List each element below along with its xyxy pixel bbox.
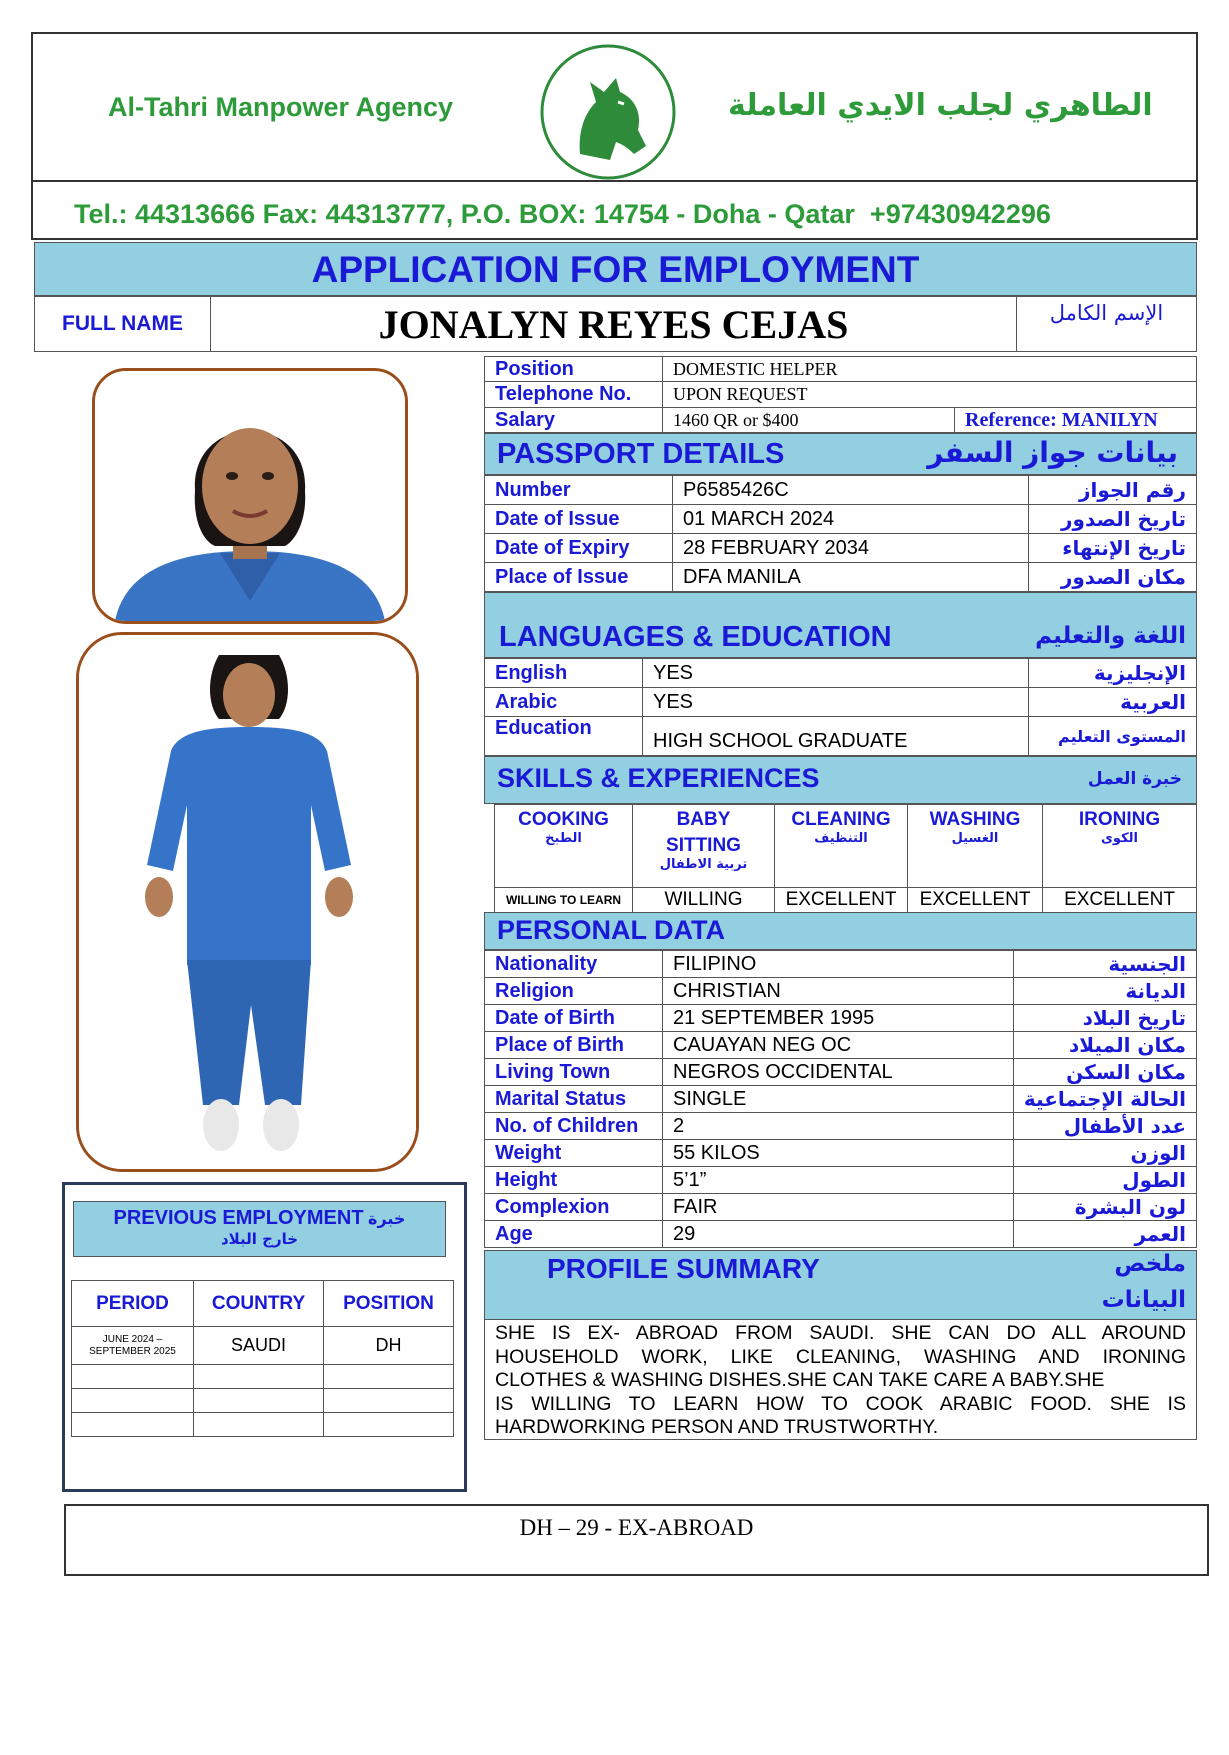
issue-date-value: 01 MARCH 2024 bbox=[673, 505, 1029, 534]
dob-value: 21 SEPTEMBER 1995 bbox=[663, 1005, 1014, 1032]
full-name-label: FULL NAME bbox=[35, 297, 211, 352]
expiry-date-value: 28 FEBRUARY 2034 bbox=[673, 534, 1029, 563]
name-row bbox=[34, 296, 1197, 352]
previous-employment-title-ar-2: خارج البلاد bbox=[220, 1230, 299, 1248]
passport-table bbox=[484, 475, 1197, 592]
education-ar: المستوى التعليم bbox=[1029, 717, 1197, 756]
issue-place-label: Place of Issue bbox=[485, 563, 673, 592]
country-cell: SAUDI bbox=[194, 1327, 324, 1365]
english-ar: الإنجليزية bbox=[1029, 659, 1197, 688]
skills-title: SKILLS & EXPERIENCES bbox=[497, 763, 820, 793]
weight-label: Weight bbox=[485, 1140, 663, 1167]
profile-header bbox=[484, 1250, 1197, 1320]
previous-employment-table bbox=[71, 1280, 454, 1437]
salary-value: 1460 QR or $400 bbox=[663, 408, 955, 433]
profile-summary bbox=[484, 1320, 1197, 1440]
profile-line-3: CLOTHES & WASHING DISHES.SHE CAN TAKE CARE A BABY.SHE bbox=[495, 1369, 1105, 1391]
empty-cell bbox=[324, 1389, 454, 1413]
empty-cell bbox=[72, 1365, 194, 1389]
issue-place-value: DFA MANILA bbox=[673, 563, 1029, 592]
english-label: English bbox=[485, 659, 643, 688]
skills-title-ar: خبرة العمل bbox=[1087, 769, 1182, 789]
education-value: HIGH SCHOOL GRADUATE bbox=[643, 717, 1029, 756]
cooking-level: WILLING TO LEARN bbox=[495, 888, 633, 913]
languages-header bbox=[484, 592, 1197, 658]
passport-header bbox=[484, 433, 1197, 475]
children-ar: عدد الأطفال bbox=[1013, 1113, 1196, 1140]
dob-label: Date of Birth bbox=[485, 1005, 663, 1032]
issue-date-ar: تاريخ الصدور bbox=[1029, 505, 1197, 534]
title-bar bbox=[34, 242, 1197, 296]
empty-cell bbox=[324, 1365, 454, 1389]
empty-cell bbox=[72, 1413, 194, 1437]
complexion-value: FAIR bbox=[663, 1194, 1014, 1221]
passport-title-ar: بيانات جواز السفر bbox=[927, 436, 1178, 469]
footer-code: DH – 29 - EX-ABROAD bbox=[519, 1515, 754, 1540]
marital-status-value: SINGLE bbox=[663, 1086, 1014, 1113]
page-title: APPLICATION FOR EMPLOYMENT bbox=[311, 249, 920, 290]
empty-cell bbox=[72, 1389, 194, 1413]
baby-sitting-level: WILLING bbox=[633, 888, 775, 913]
pob-value: CAUAYAN NEG OC bbox=[663, 1032, 1014, 1059]
empty-cell bbox=[194, 1413, 324, 1437]
skill-cooking: COOKING الطبخ bbox=[495, 805, 633, 888]
living-town-label: Living Town bbox=[485, 1059, 663, 1086]
profile-line-2: HOUSEHOLD WORK, LIKE CLEANING, WASHING AND IRONING bbox=[495, 1345, 1186, 1368]
age-label: Age bbox=[485, 1221, 663, 1248]
marital-status-label: Marital Status bbox=[485, 1086, 663, 1113]
complexion-ar: لون البشرة bbox=[1013, 1194, 1196, 1221]
skills-table bbox=[494, 804, 1197, 913]
arabic-ar: العربية bbox=[1029, 688, 1197, 717]
salary-label: Salary bbox=[485, 408, 663, 433]
languages-table bbox=[484, 658, 1197, 756]
top-info-table bbox=[484, 356, 1197, 433]
height-ar: الطول bbox=[1013, 1167, 1196, 1194]
empty-cell bbox=[324, 1413, 454, 1437]
full-name-value: JONALYN REYES CEJAS bbox=[211, 297, 1017, 352]
previous-employment-title: PREVIOUS EMPLOYMENT bbox=[113, 1207, 364, 1229]
expiry-date-label: Date of Expiry bbox=[485, 534, 673, 563]
english-value: YES bbox=[643, 659, 1029, 688]
weight-ar: الوزن bbox=[1013, 1140, 1196, 1167]
children-value: 2 bbox=[663, 1113, 1014, 1140]
children-label: No. of Children bbox=[485, 1113, 663, 1140]
arabic-value: YES bbox=[643, 688, 1029, 717]
position-cell: DH bbox=[324, 1327, 454, 1365]
age-ar: العمر bbox=[1013, 1221, 1196, 1248]
height-label: Height bbox=[485, 1167, 663, 1194]
skill-washing: WASHING الغسيل bbox=[908, 805, 1043, 888]
position-header: POSITION bbox=[324, 1281, 454, 1327]
position-label: Position bbox=[485, 357, 663, 382]
nationality-value: FILIPINO bbox=[663, 951, 1014, 978]
skill-cleaning: CLEANING التنظيف bbox=[775, 805, 908, 888]
previous-employment-title-ar-1: خبرة bbox=[368, 1209, 406, 1228]
marital-status-ar: الحالة الإجتماعية bbox=[1013, 1086, 1196, 1113]
agency-name-ar: الطاهري لجلب الايدي العاملة bbox=[728, 88, 1153, 123]
profile-title: PROFILE SUMMARY bbox=[547, 1253, 820, 1284]
ironing-level: EXCELLENT bbox=[1043, 888, 1197, 913]
profile-title-ar-2: البيانات bbox=[1101, 1287, 1186, 1313]
religion-ar: الديانة bbox=[1013, 978, 1196, 1005]
expiry-date-ar: تاريخ الإنتهاء bbox=[1029, 534, 1197, 563]
profile-title-ar-1: ملخص bbox=[1114, 1251, 1186, 1277]
portrait-photo bbox=[92, 368, 408, 624]
nationality-label: Nationality bbox=[485, 951, 663, 978]
personal-title: PERSONAL DATA bbox=[497, 915, 726, 945]
issue-date-label: Date of Issue bbox=[485, 505, 673, 534]
previous-employment-header bbox=[73, 1201, 446, 1257]
period-cell: JUNE 2024 – SEPTEMBER 2025 bbox=[72, 1327, 194, 1365]
arabic-label: Arabic bbox=[485, 688, 643, 717]
telephone-value: UPON REQUEST bbox=[663, 382, 1197, 408]
living-town-value: NEGROS OCCIDENTAL bbox=[663, 1059, 1014, 1086]
country-header: COUNTRY bbox=[194, 1281, 324, 1327]
empty-cell bbox=[194, 1389, 324, 1413]
issue-place-ar: مكان الصدور bbox=[1029, 563, 1197, 592]
profile-line-1: SHE IS EX- ABROAD FROM SAUDI. SHE CAN DO ALL AROUND bbox=[495, 1322, 1186, 1344]
dob-ar: تاريخ البلاد bbox=[1013, 1005, 1196, 1032]
period-header: PERIOD bbox=[72, 1281, 194, 1327]
height-value: 5’1” bbox=[663, 1167, 1014, 1194]
full-name-label-ar: الإسم الكامل bbox=[1017, 297, 1197, 352]
cleaning-level: EXCELLENT bbox=[775, 888, 908, 913]
personal-table bbox=[484, 950, 1197, 1248]
age-value: 29 bbox=[663, 1221, 1014, 1248]
telephone-label: Telephone No. bbox=[485, 382, 663, 408]
full-body-photo bbox=[76, 632, 419, 1172]
pob-label: Place of Birth bbox=[485, 1032, 663, 1059]
religion-label: Religion bbox=[485, 978, 663, 1005]
washing-level: EXCELLENT bbox=[908, 888, 1043, 913]
position-value: DOMESTIC HELPER bbox=[663, 357, 1197, 382]
agency-name-en: Al-Tahri Manpower Agency bbox=[108, 92, 454, 122]
nationality-ar: الجنسية bbox=[1013, 951, 1196, 978]
reference-cell bbox=[955, 408, 1197, 433]
skills-header bbox=[484, 756, 1197, 804]
education-label: Education bbox=[485, 717, 643, 756]
footer-box bbox=[64, 1504, 1209, 1576]
languages-title-ar: اللغة والتعليم bbox=[1035, 623, 1186, 649]
living-town-ar: مكان السكن bbox=[1013, 1059, 1196, 1086]
empty-cell bbox=[194, 1365, 324, 1389]
languages-title: LANGUAGES & EDUCATION bbox=[499, 621, 892, 653]
reference-label: Reference: bbox=[965, 408, 1057, 431]
passport-number-value: P6585426C bbox=[673, 476, 1029, 505]
profile-line-5: HARDWORKING PERSON AND TRUSTWORTHY. bbox=[495, 1416, 939, 1438]
passport-number-label: Number bbox=[485, 476, 673, 505]
passport-number-ar: رقم الجواز bbox=[1029, 476, 1197, 505]
profile-line-4: IS WILLING TO LEARN HOW TO COOK ARABIC FOOD. SHE IS bbox=[495, 1392, 1186, 1415]
pob-ar: مكان الميلاد bbox=[1013, 1032, 1196, 1059]
religion-value: CHRISTIAN bbox=[663, 978, 1014, 1005]
personal-header bbox=[484, 912, 1197, 950]
passport-title: PASSPORT DETAILS bbox=[497, 438, 785, 470]
weight-value: 55 KILOS bbox=[663, 1140, 1014, 1167]
reference-value: MANILYN bbox=[1061, 408, 1158, 431]
skill-ironing: IRONING الكوى bbox=[1043, 805, 1197, 888]
complexion-label: Complexion bbox=[485, 1194, 663, 1221]
skill-baby-sitting: BABY SITTING تربية الاطفال bbox=[633, 805, 775, 888]
contact-line: Tel.: 44313666 Fax: 44313777, P.O. BOX: 14754 - Doha - Qatar +97430942296 bbox=[74, 199, 1051, 229]
horse-logo bbox=[538, 42, 678, 182]
